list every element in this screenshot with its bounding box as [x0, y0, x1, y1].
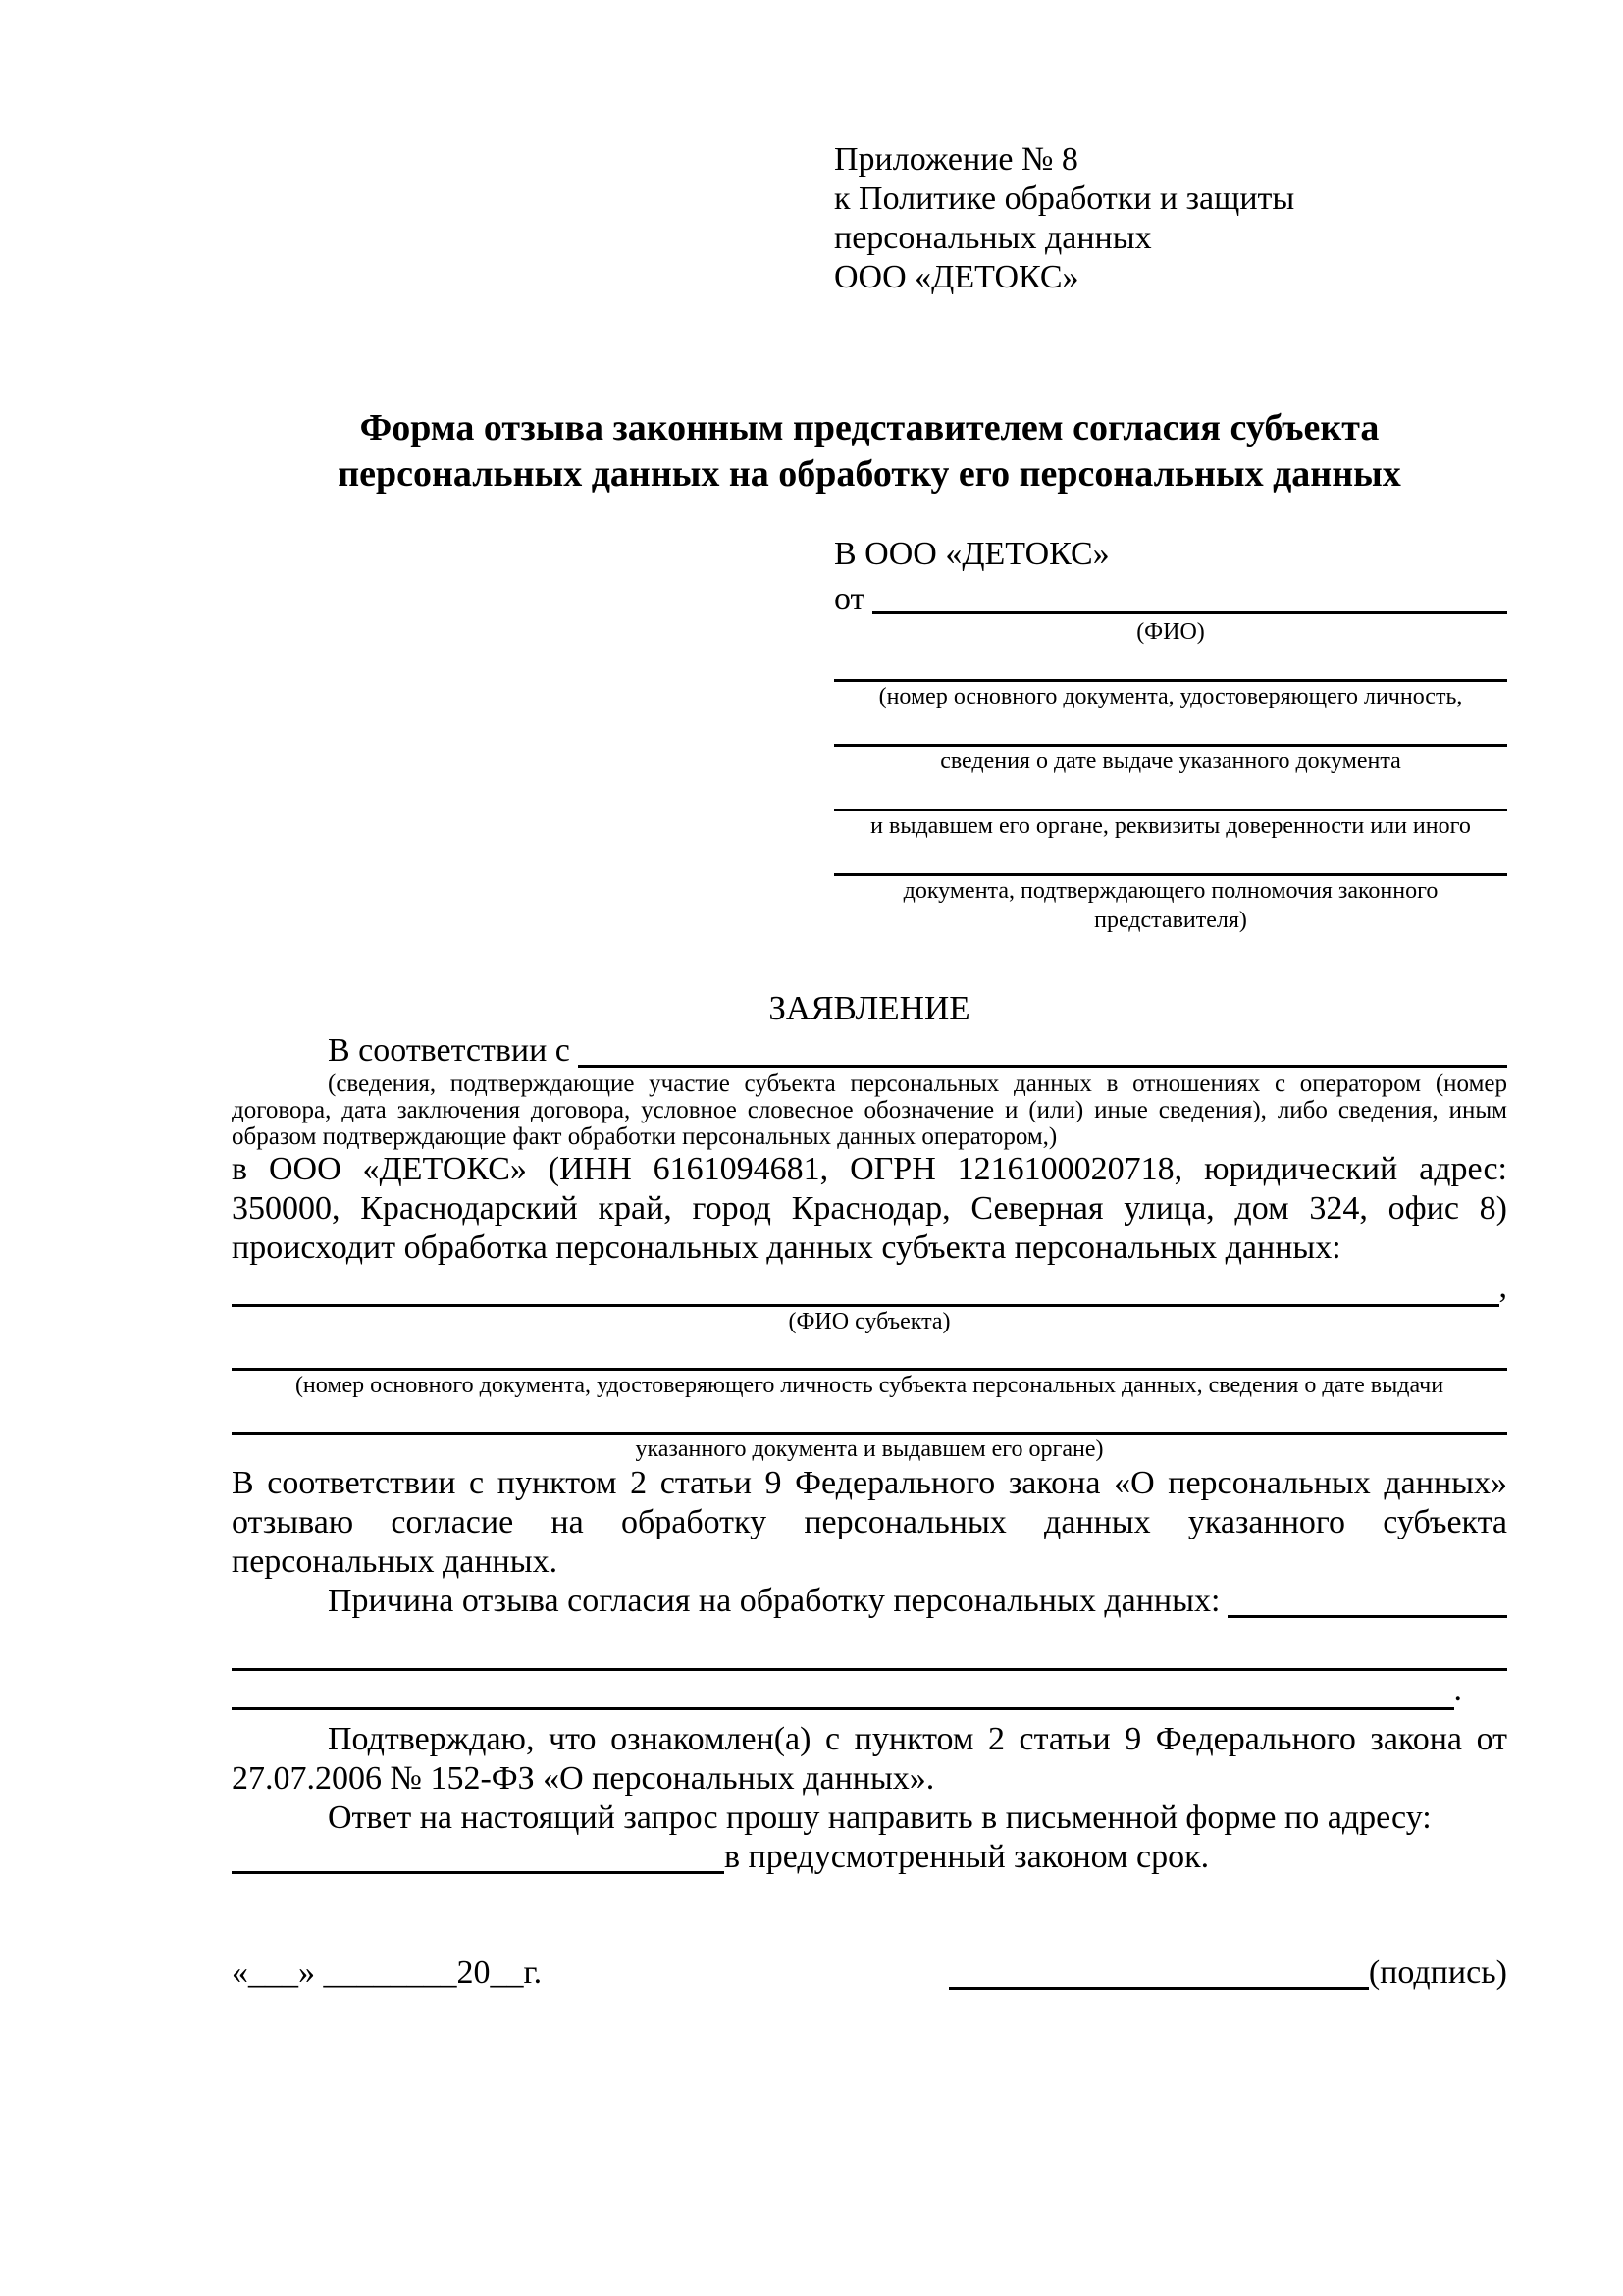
- doc-info-blank-line: [834, 776, 1507, 811]
- intro-row: [232, 1031, 1507, 1070]
- operator-paragraph: в ООО «ДЕТОКС» (ИНН 6161094681, ОГРН 1216100020718, юридический адрес: 350000, Краснодарский край, город Краснодар, Северная улица, дом 324, офис 8) происходит обработка персональных данных субъекта персональных данных:: [232, 1151, 1507, 1266]
- reply-address-blank-line: [232, 1842, 724, 1874]
- reason-line-suffix: .: [1453, 1672, 1462, 1708]
- appendix-line: Приложение № 8: [834, 141, 1078, 178]
- signature-group: [949, 1954, 1507, 1993]
- addressee-block: [834, 535, 1507, 935]
- reply-address-row: [232, 1838, 1507, 1877]
- doc-info-caption: и выдавшем его органе, реквизиты доверенности или иного: [870, 813, 1471, 839]
- reason-blank-line-2: [232, 1621, 1507, 1671]
- reply-paragraph: Ответ на настоящий запрос прошу направить в письменной форме по адресу:: [328, 1800, 1432, 1836]
- subject-line-suffix: ,: [1498, 1269, 1507, 1305]
- doc-info-caption: сведения о дате выдаче указанного документа: [940, 749, 1401, 774]
- document-title: [232, 405, 1507, 497]
- appendix-line: к Политике обработки и защиты: [834, 181, 1295, 217]
- doc-info-blank-line: [834, 841, 1507, 876]
- subject-doc-caption: указанного документа и выдавшем его органе): [635, 1436, 1104, 1462]
- document-title-line: Форма отзыва законным представителем согласия субъекта: [359, 407, 1380, 448]
- from-label: от: [834, 581, 865, 617]
- fio-blank-line: [872, 611, 1507, 614]
- doc-info-caption: документа, подтверждающего полномочия законного представителя): [903, 878, 1439, 933]
- withdrawal-paragraph: В соответствии с пунктом 2 статьи 9 Федерального закона «О персональных данных» отзываю согласие на обработку персональных данных указанного субъекта персональных данных.: [232, 1465, 1507, 1580]
- doc-info-blank-line: [834, 647, 1507, 682]
- confirmation-paragraph: Подтверждаю, что ознакомлен(а) с пунктом 2 статьи 9 Федерального закона от 27.07.2006 № 152-ФЗ «О персональных данных».: [232, 1721, 1507, 1797]
- subject-fio-blank-line: [232, 1284, 1499, 1307]
- subject-doc-caption: (номер основного документа, удостоверяющего личность субъекта персональных данных, сведения о дате выдачи: [294, 1373, 1444, 1398]
- subject-fio-blank-row: [232, 1268, 1507, 1307]
- document-title-line: персональных данных на обработку его персональных данных: [338, 453, 1401, 495]
- signature-row: [232, 1954, 1507, 1993]
- date-placeholder: «___» ________20__г.: [232, 1955, 543, 1991]
- reason-row: [232, 1582, 1507, 1621]
- intro-footnote: (сведения, подтверждающие участие субъекта персональных данных в отношениях с оператором (номер договора, дата заключения договора, условное словесное обозначение и (или) иные сведения), либо сведения, иным образом подтверждающие факт обработки персональных данных оператором,): [232, 1070, 1507, 1150]
- from-row: [834, 582, 1507, 617]
- appendix-line: персональных данных: [834, 220, 1152, 256]
- subject-fio-caption: (ФИО субъекта): [788, 1309, 951, 1334]
- fio-caption: (ФИО): [1136, 619, 1205, 645]
- reason-blank-line-3: [232, 1675, 1454, 1710]
- doc-info-blank-line: [834, 711, 1507, 747]
- basis-blank-line: [578, 1065, 1507, 1068]
- subject-doc-blank-line: [232, 1336, 1507, 1371]
- appendix-line: ООО «ДЕТОКС»: [834, 259, 1079, 295]
- appendix-header: [834, 140, 1507, 297]
- signature-caption: (подпись): [1368, 1955, 1507, 1991]
- intro-prefix: В соответствии с: [328, 1032, 570, 1069]
- reason-prefix: Причина отзыва согласия на обработку персональных данных:: [328, 1583, 1221, 1619]
- addressee-organization: В ООО «ДЕТОКС»: [834, 536, 1110, 572]
- doc-info-caption: (номер основного документа, удостоверяющего личность,: [878, 684, 1463, 709]
- signature-line: [949, 1957, 1369, 1990]
- reason-blank-row-3: [232, 1671, 1462, 1710]
- statement-heading: ЗАЯВЛЕНИЕ: [768, 989, 970, 1027]
- reply-suffix: в предусмотренный законом срок.: [724, 1839, 1210, 1875]
- subject-doc-blank-line: [232, 1400, 1507, 1435]
- reason-blank-line: [1228, 1615, 1507, 1618]
